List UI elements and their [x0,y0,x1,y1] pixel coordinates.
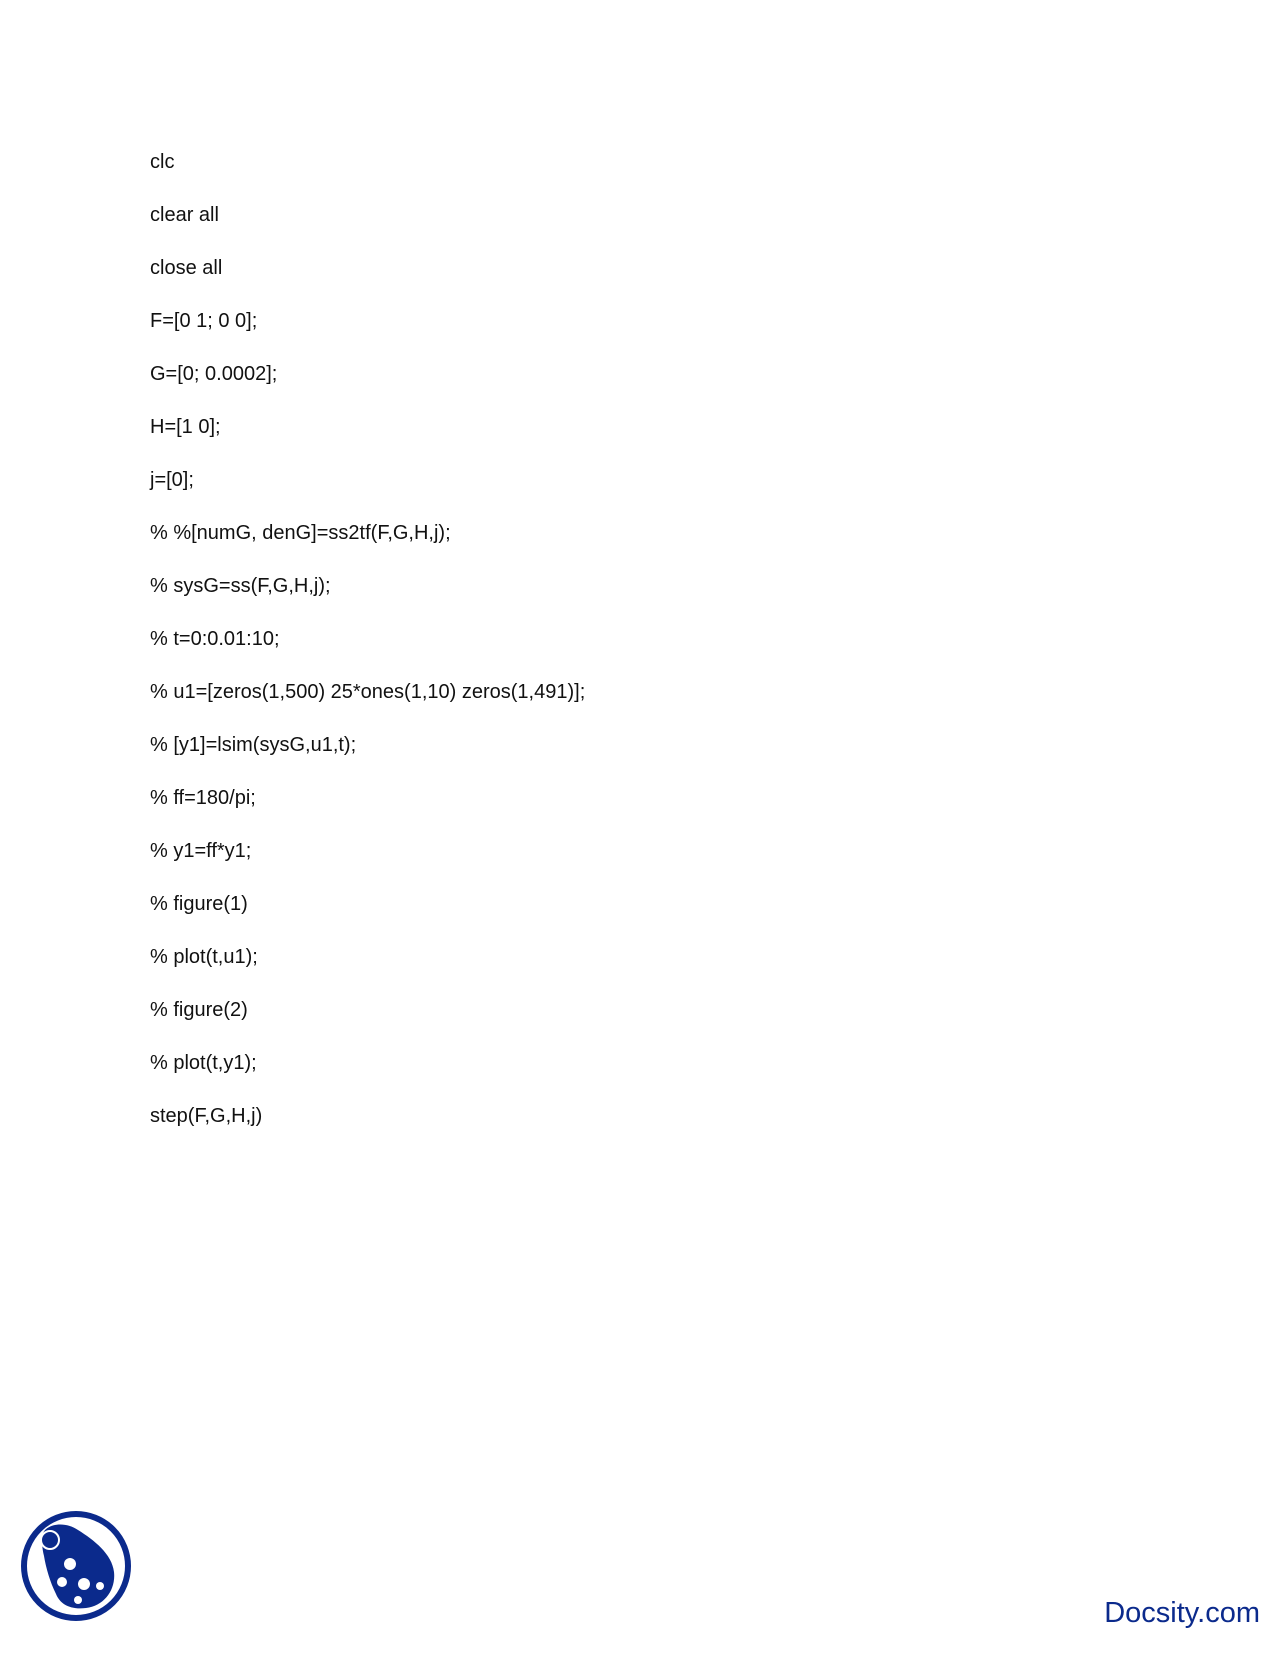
code-line: H=[1 0]; [150,416,221,438]
code-line: % ff=180/pi; [150,787,256,809]
code-line: clc [150,151,175,173]
code-listing [150,150,585,1157]
code-line: clear all [150,204,219,226]
docsity-logo-icon[interactable] [20,1510,132,1622]
code-line: close all [150,257,223,279]
code-line: % y1=ff*y1; [150,840,252,862]
code-line: % [y1]=lsim(sysG,u1,t); [150,734,357,756]
code-line: % sysG=ss(F,G,H,j); [150,575,331,597]
code-line: % figure(2) [150,999,248,1021]
code-line: j=[0]; [150,469,194,491]
code-line: G=[0; 0.0002]; [150,363,278,385]
code-line: % plot(t,u1); [150,946,258,968]
code-line: % figure(1) [150,893,248,915]
code-line: % %[numG, denG]=ss2tf(F,G,H,j); [150,522,451,544]
code-line: step(F,G,H,j) [150,1105,263,1127]
docsity-brand-link[interactable]: Docsity.com [1104,1597,1260,1629]
code-line: F=[0 1; 0 0]; [150,310,258,332]
code-line: % plot(t,y1); [150,1052,257,1074]
code-line: % u1=[zeros(1,500) 25*ones(1,10) zeros(1,491)]; [150,681,586,703]
code-line: % t=0:0.01:10; [150,628,280,650]
